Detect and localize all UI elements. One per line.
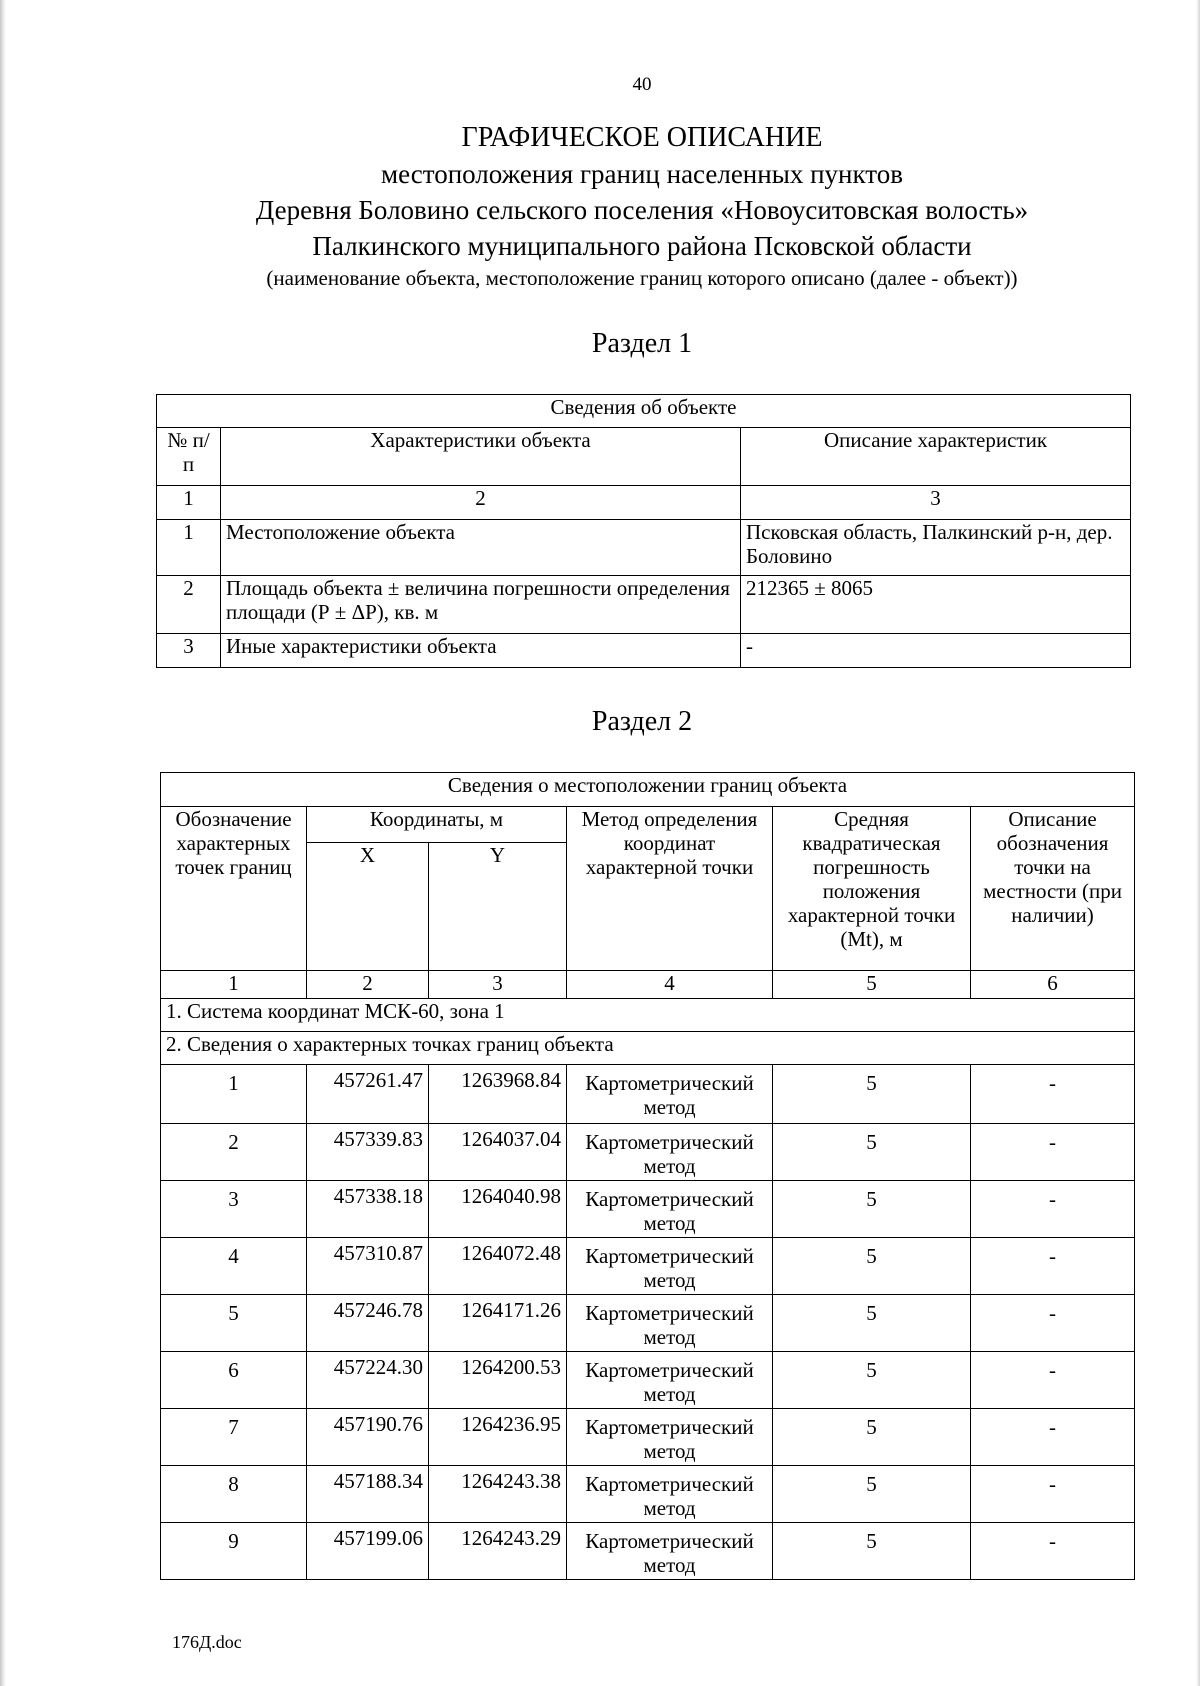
header-error: Средняя квадратическая погрешность положения характерной точки (Mt), м (773, 807, 971, 971)
row-num: 2 (157, 576, 221, 634)
row-characteristic: Иные характеристики объекта (221, 634, 741, 668)
header-point-description: Описание обозначения точки на местности (при наличии) (971, 807, 1135, 971)
object-info-table-title: Сведения об объекте (157, 395, 1131, 428)
table-row (161, 1181, 1135, 1238)
point-mt: 5 (773, 1065, 971, 1124)
point-x: 457338.18 (307, 1181, 429, 1238)
point-mt: 5 (773, 1181, 971, 1238)
point-description: - (971, 1409, 1135, 1466)
col-number-6: 6 (971, 971, 1135, 999)
footer-filename: 176Д.doc (172, 1632, 242, 1652)
table-row (161, 1295, 1135, 1352)
point-method: Картометрический метод (567, 1124, 773, 1181)
point-method: Картометрический метод (567, 1352, 773, 1409)
col-number-3: 3 (741, 486, 1131, 520)
point-method: Картометрический метод (567, 1295, 773, 1352)
document-title: ГРАФИЧЕСКОЕ ОПИСАНИЕ (461, 122, 823, 153)
header-num: № п/п (157, 428, 221, 486)
point-x: 457339.83 (307, 1124, 429, 1181)
point-x: 457310.87 (307, 1238, 429, 1295)
table-row (157, 634, 1131, 668)
object-info-table (156, 394, 1131, 668)
table-row (157, 576, 1131, 634)
point-x: 457199.06 (307, 1523, 429, 1580)
points-body (161, 1065, 1135, 1580)
point-mt: 5 (773, 1295, 971, 1352)
col-number-4: 4 (567, 971, 773, 999)
point-description: - (971, 1523, 1135, 1580)
section-1-title: Раздел 1 (591, 328, 693, 359)
heading-line-3: Палкинского муниципального района Псковской области (312, 231, 972, 261)
header-description: Описание характеристик (741, 428, 1131, 486)
heading-line-2: Деревня Боловино сельского поселения «Новоуситовская волость» (255, 195, 1029, 225)
point-method: Картометрический метод (567, 1181, 773, 1238)
point-method: Картометрический метод (567, 1466, 773, 1523)
table-row (161, 1124, 1135, 1181)
point-id: 5 (161, 1295, 307, 1352)
col-number-3: 3 (429, 971, 567, 999)
point-description: - (971, 1238, 1135, 1295)
row-description: - (741, 634, 1131, 668)
point-x: 457224.30 (307, 1352, 429, 1409)
point-method: Картометрический метод (567, 1523, 773, 1580)
point-method: Картометрический метод (567, 1238, 773, 1295)
row-characteristic: Местоположение объекта (221, 520, 741, 576)
point-description: - (971, 1352, 1135, 1409)
point-id: 3 (161, 1181, 307, 1238)
table-row (157, 520, 1131, 576)
points-section-row: 2. Сведения о характерных точках границ объекта (161, 1032, 1135, 1065)
document-heading (0, 120, 1200, 292)
point-y: 1264200.53 (429, 1352, 567, 1409)
table-row (161, 1523, 1135, 1580)
boundary-points-table (160, 772, 1135, 1580)
boundary-table-title: Сведения о местоположении границ объекта (161, 773, 1135, 807)
point-y: 1264236.95 (429, 1409, 567, 1466)
point-x: 457188.34 (307, 1466, 429, 1523)
col-number-1: 1 (157, 486, 221, 520)
point-y: 1263968.84 (429, 1065, 567, 1124)
point-mt: 5 (773, 1238, 971, 1295)
point-description: - (971, 1466, 1135, 1523)
point-x: 457190.76 (307, 1409, 429, 1466)
header-y: Y (429, 843, 567, 971)
header-characteristic: Характеристики объекта (221, 428, 741, 486)
col-number-5: 5 (773, 971, 971, 999)
row-description: 212365 ± 8065 (741, 576, 1131, 634)
coordinate-system-row: 1. Система координат МСК-60, зона 1 (161, 999, 1135, 1032)
table-row (161, 1238, 1135, 1295)
point-x: 457246.78 (307, 1295, 429, 1352)
point-id: 7 (161, 1409, 307, 1466)
point-id: 2 (161, 1124, 307, 1181)
table-row (161, 1352, 1135, 1409)
point-y: 1264171.26 (429, 1295, 567, 1352)
point-description: - (971, 1065, 1135, 1124)
point-y: 1264037.04 (429, 1124, 567, 1181)
row-num: 3 (157, 634, 221, 668)
point-method: Картометрический метод (567, 1409, 773, 1466)
point-description: - (971, 1181, 1135, 1238)
heading-note: (наименование объекта, местоположение границ которого описано (далее - объект)) (266, 266, 1018, 290)
col-number-2: 2 (307, 971, 429, 999)
point-id: 9 (161, 1523, 307, 1580)
point-x: 457261.47 (307, 1065, 429, 1124)
point-mt: 5 (773, 1409, 971, 1466)
header-designation: Обозначение характерных точек границ (161, 807, 307, 971)
page-number: 40 (632, 74, 652, 95)
header-coordinates: Координаты, м (307, 807, 567, 843)
point-description: - (971, 1124, 1135, 1181)
col-number-2: 2 (221, 486, 741, 520)
point-description: - (971, 1295, 1135, 1352)
point-y: 1264243.29 (429, 1523, 567, 1580)
table-row (161, 1409, 1135, 1466)
heading-line-1: местоположения границ населенных пунктов (381, 159, 903, 189)
point-id: 1 (161, 1065, 307, 1124)
row-num: 1 (157, 520, 221, 576)
header-x: X (307, 843, 429, 971)
point-y: 1264040.98 (429, 1181, 567, 1238)
point-id: 8 (161, 1466, 307, 1523)
row-characteristic: Площадь объекта ± величина погрешности определения площади (Р ± ΔР), кв. м (221, 576, 741, 634)
col-number-1: 1 (161, 971, 307, 999)
table-row (161, 1065, 1135, 1124)
point-id: 6 (161, 1352, 307, 1409)
point-mt: 5 (773, 1523, 971, 1580)
header-method: Метод определения координат характерной точки (567, 807, 773, 971)
point-mt: 5 (773, 1466, 971, 1523)
point-mt: 5 (773, 1352, 971, 1409)
point-id: 4 (161, 1238, 307, 1295)
point-mt: 5 (773, 1124, 971, 1181)
table-row (161, 1466, 1135, 1523)
point-y: 1264243.38 (429, 1466, 567, 1523)
row-description: Псковская область, Палкинский р-н, дер. Боловино (741, 520, 1131, 576)
section-2-title: Раздел 2 (591, 706, 693, 737)
point-method: Картометрический метод (567, 1065, 773, 1124)
point-y: 1264072.48 (429, 1238, 567, 1295)
